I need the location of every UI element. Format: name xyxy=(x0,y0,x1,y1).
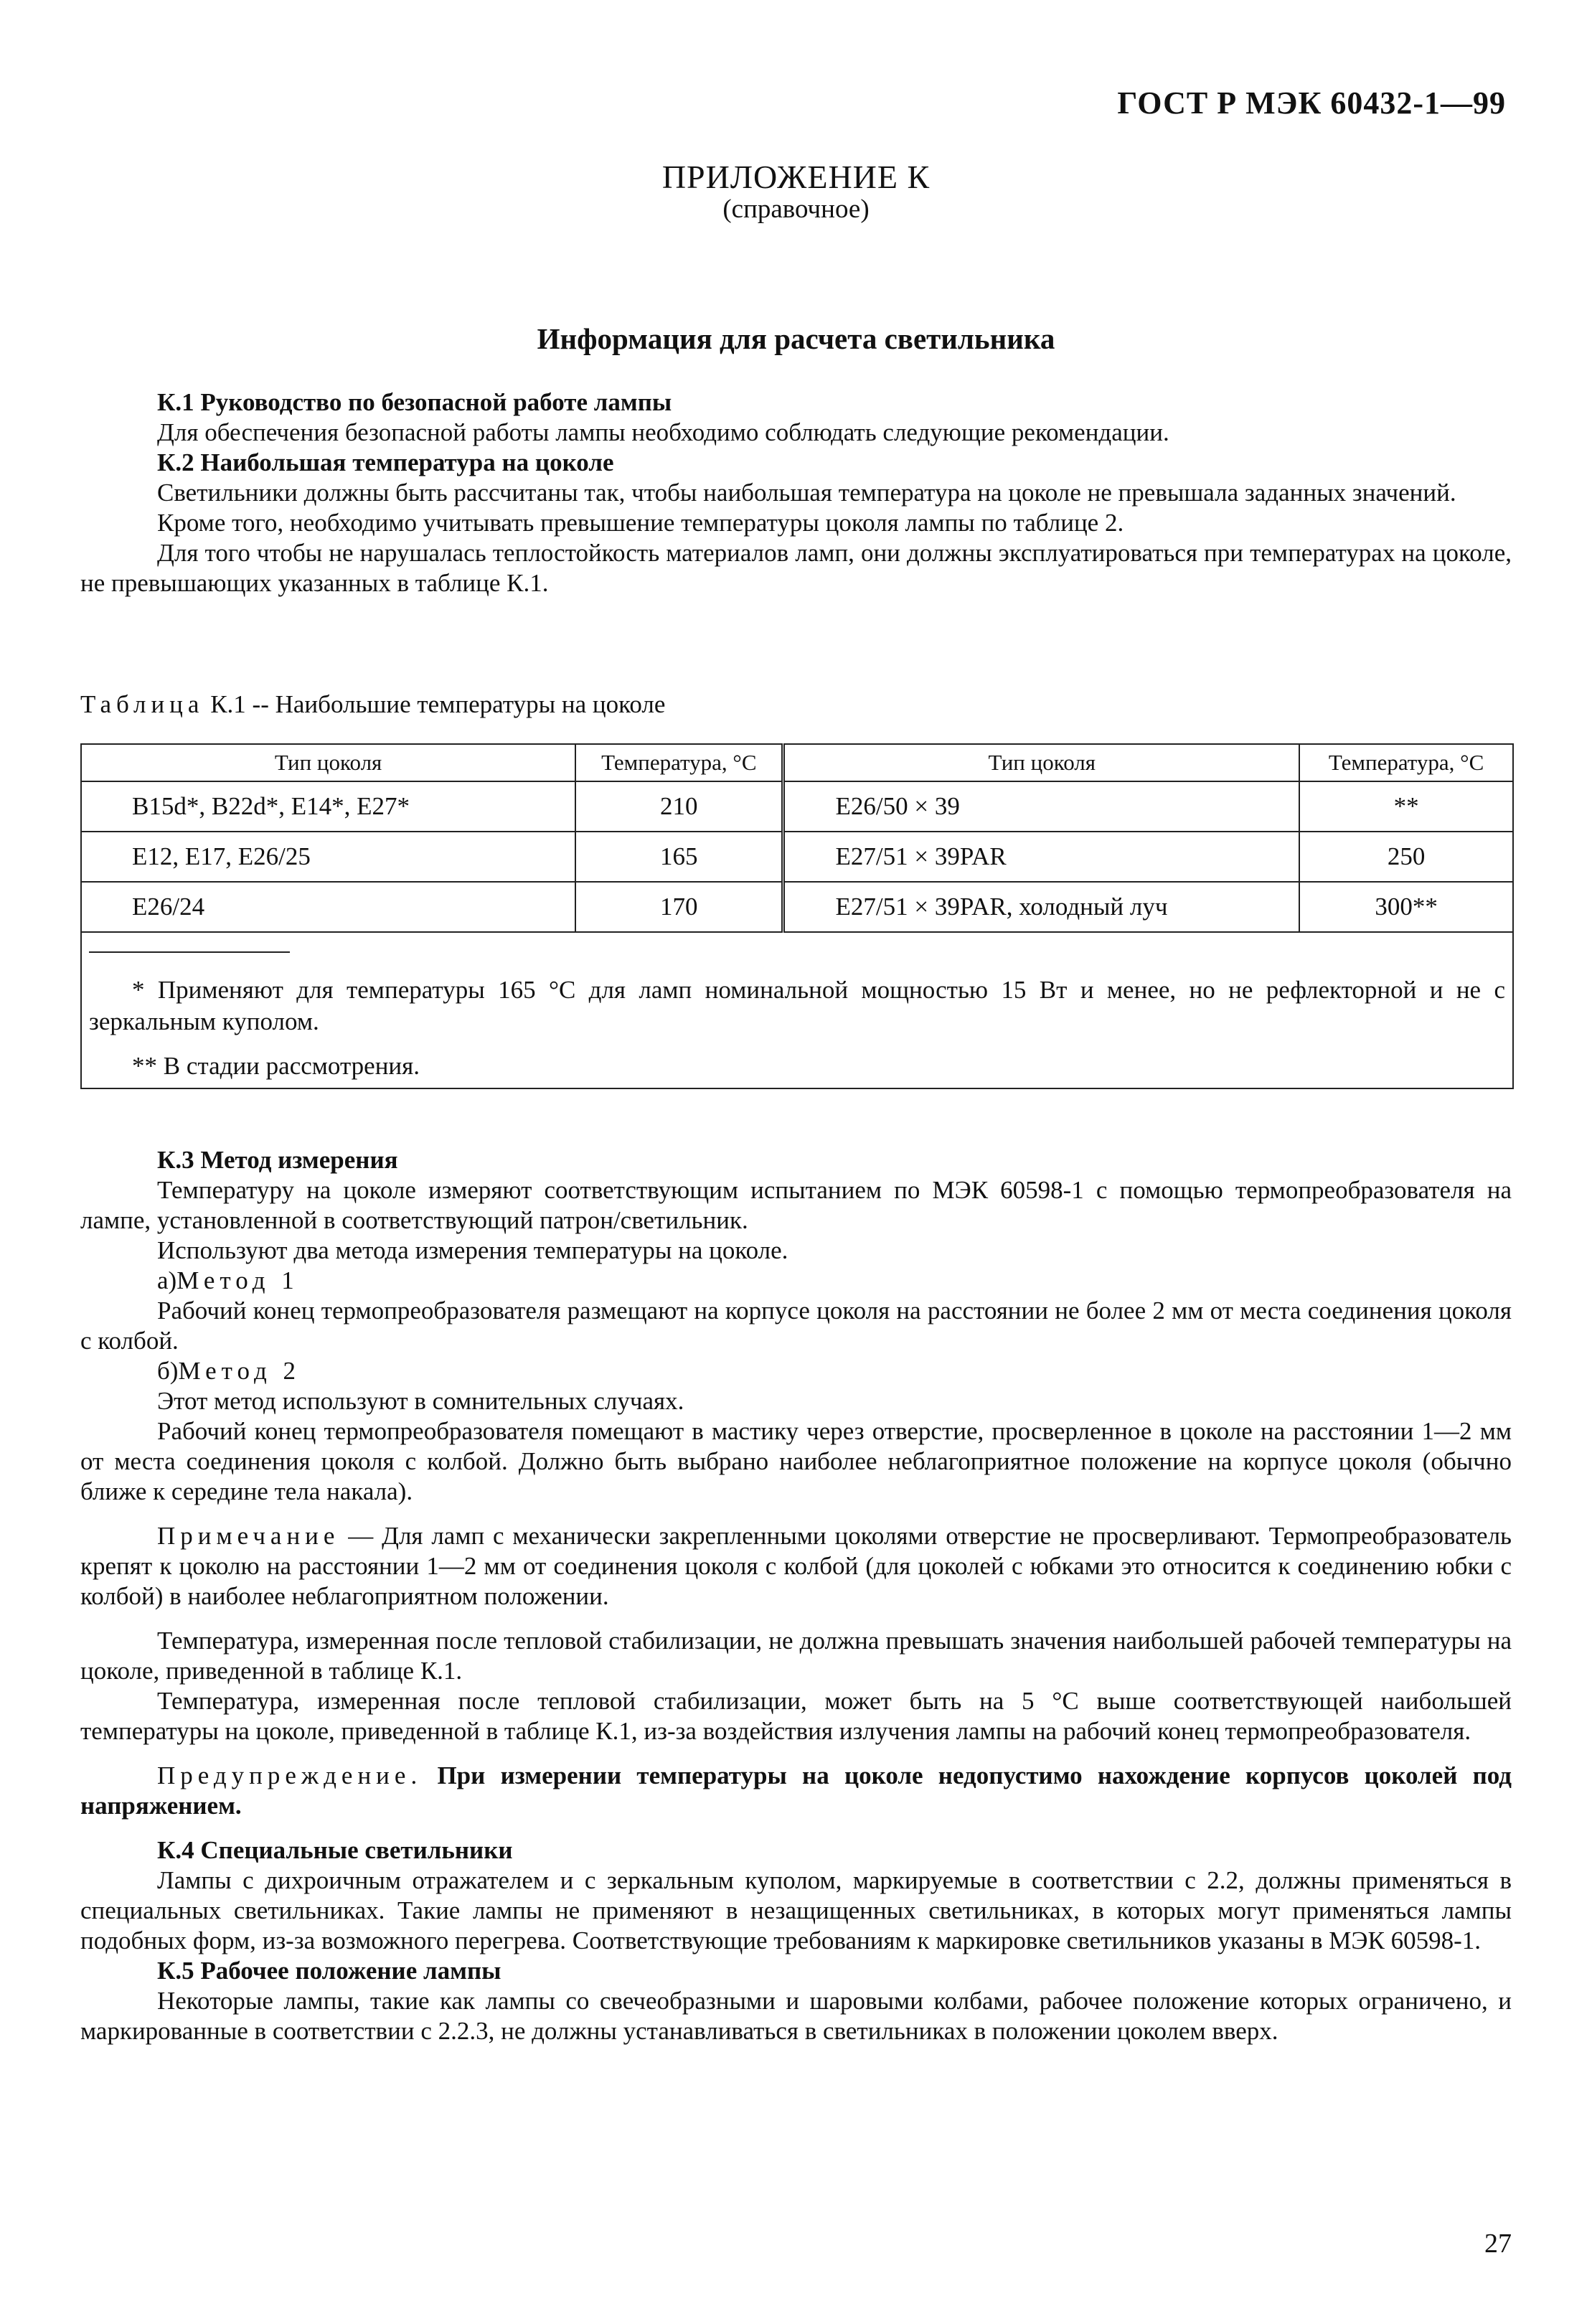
section-k1-k2 xyxy=(80,387,1512,598)
page-number: 27 xyxy=(1484,2229,1512,2259)
table-cell: E26/24 xyxy=(81,882,575,932)
table-header: Тип цоколя xyxy=(81,744,575,781)
table-header: Температура, °С xyxy=(575,744,783,781)
table-cell: 165 xyxy=(575,832,783,882)
method-2-paragraph-2: Рабочий конец термопреобразователя помещают в мастику через отверстие, просверленное в цоколе на расстоянии 1—2 мм от места соединения цоколя с колбой. Должно быть выбрано наиболее неблагоприятное положение на корпусе цоколя (обычно ближе к середине тела накала). xyxy=(80,1417,1512,1505)
table-caption-text: К.1 -- Наибольшие температуры на цоколе xyxy=(204,690,666,718)
table-cell: B15d*, B22d*, E14*, E27* xyxy=(81,781,575,832)
k1-text: Для обеспечения безопасной работы лампы необходимо соблюдать следующие рекомендации. xyxy=(157,418,1169,446)
table-header: Температура, °С xyxy=(1299,744,1513,781)
table-cell: E12, E17, E26/25 xyxy=(81,832,575,882)
k5-heading: К.5 Рабочее положение лампы xyxy=(157,1957,501,1985)
warning-label: Предупреждение. xyxy=(157,1761,423,1789)
footnote-2: ** В стадии рассмотрения. xyxy=(132,1052,420,1080)
k1-heading: К.1 Руководство по безопасной работе лампы xyxy=(157,388,672,416)
appendix-subtitle: (справочное) xyxy=(722,194,870,224)
k3-paragraph-1: Температуру на цоколе измеряют соответствующим испытанием по МЭК 60598-1 с помощью термопреобразователя на лампе, установленной в соответствующий патрон/светильник. xyxy=(80,1176,1512,1234)
k4-text: Лампы с дихроичным отражателем и с зеркальным куполом, маркируемые в соответствии с 2.2, должны применяться в специальных светильниках. Такие лампы не применяют в незащищенных светильниках, в которых могут применяться лампы подобных форм, из-за возможного перегрева. Соответствующие требованиям к маркировке светильников указаны в МЭК 60598-1. xyxy=(80,1866,1512,1954)
temperature-table xyxy=(80,743,1514,1089)
table-cell: 300** xyxy=(1299,882,1513,932)
table-cell: E27/51 × 39PAR, холодный луч xyxy=(783,882,1299,932)
table-caption xyxy=(80,690,665,719)
footnote-1: * Применяют для температуры 165 °С для ламп номинальной мощностью 15 Вт и менее, но не рефлекторной и не с зеркальным куполом. xyxy=(89,976,1505,1035)
standard-header: ГОСТ Р МЭК 60432-1—99 xyxy=(1117,85,1506,121)
main-title: Информация для расчета светильника xyxy=(537,322,1055,355)
note-paragraph xyxy=(80,1521,1512,1612)
k4-heading: К.4 Специальные светильники xyxy=(157,1836,513,1864)
method-2-paragraph-1: Этот метод используют в сомнительных случаях. xyxy=(157,1387,684,1415)
method-2-label: б)Метод 2 xyxy=(157,1357,301,1385)
table-footnotes xyxy=(81,932,1513,1088)
table-cell: 210 xyxy=(575,781,783,832)
footnote-divider xyxy=(89,951,290,953)
method-1-label: а)Метод 1 xyxy=(157,1266,299,1294)
method-1-text: Рабочий конец термопреобразователя размещают на корпусе цоколя на расстоянии не более 2 мм от места соединения цоколя с колбой. xyxy=(80,1297,1512,1355)
table-cell: 170 xyxy=(575,882,783,932)
temperature-paragraph-2: Температура, измеренная после тепловой стабилизации, может быть на 5 °С выше соответствующей наибольшей температуры на цоколе, приведенной в таблице К.1, из-за воздействия излучения лампы на рабочий конец термопреобразователя. xyxy=(80,1687,1512,1745)
table-footnote-row xyxy=(81,932,1513,1088)
table-row xyxy=(81,781,1513,832)
k3-heading: К.3 Метод измерения xyxy=(157,1146,398,1174)
table-header: Тип цоколя xyxy=(783,744,1299,781)
table-header-row xyxy=(81,744,1513,781)
table-cell: E26/50 × 39 xyxy=(783,781,1299,832)
k5-text: Некоторые лампы, такие как лампы со свечеобразными и шаровыми колбами, рабочее положение которых ограничено, и маркированные в соответствии с 2.2.3, не должны устанавливаться в светильниках в положении цоколем вверх. xyxy=(80,1987,1512,2045)
k2-paragraph-3: Для того чтобы не нарушалась теплостойкость материалов ламп, они должны эксплуатироваться при температурах на цоколе, не превышающих указанных в таблице К.1. xyxy=(80,539,1512,597)
k2-paragraph-2: Кроме того, необходимо учитывать превышение температуры цоколя лампы по таблице 2. xyxy=(157,509,1124,537)
section-k3-k5 xyxy=(80,1145,1512,2046)
table-cell: 250 xyxy=(1299,832,1513,882)
table-caption-label: Таблица xyxy=(80,690,204,718)
warning-text: При измерении температуры на цоколе недопустимо нахождение корпусов цоколей под напряжением. xyxy=(80,1761,1512,1820)
temperature-paragraph-1: Температура, измеренная после тепловой стабилизации, не должна превышать значения наибольшей рабочей температуры на цоколе, приведенной в таблице К.1. xyxy=(80,1627,1512,1685)
warning-paragraph xyxy=(80,1761,1512,1821)
note-text: — Для ламп с механически закрепленными цоколями отверстие не просверливают. Термопреобразователь крепят к цоколю на расстоянии 1—2 мм от соединения цоколя с колбой (для цоколей с юбками это относится к соединению юбки с колбой) в наиболее неблагоприятном положении. xyxy=(80,1522,1512,1610)
table-cell: ** xyxy=(1299,781,1513,832)
k3-paragraph-2: Используют два метода измерения температуры на цоколе. xyxy=(157,1236,788,1264)
note-label: Примечание xyxy=(157,1522,340,1550)
appendix-title: ПРИЛОЖЕНИЕ К xyxy=(661,159,931,195)
k2-paragraph-1: Светильники должны быть рассчитаны так, чтобы наибольшая температура на цоколе не превышала заданных значений. xyxy=(157,479,1456,507)
table-row xyxy=(81,882,1513,932)
k2-heading: К.2 Наибольшая температура на цоколе xyxy=(157,448,614,476)
table-cell: E27/51 × 39PAR xyxy=(783,832,1299,882)
table-row xyxy=(81,832,1513,882)
